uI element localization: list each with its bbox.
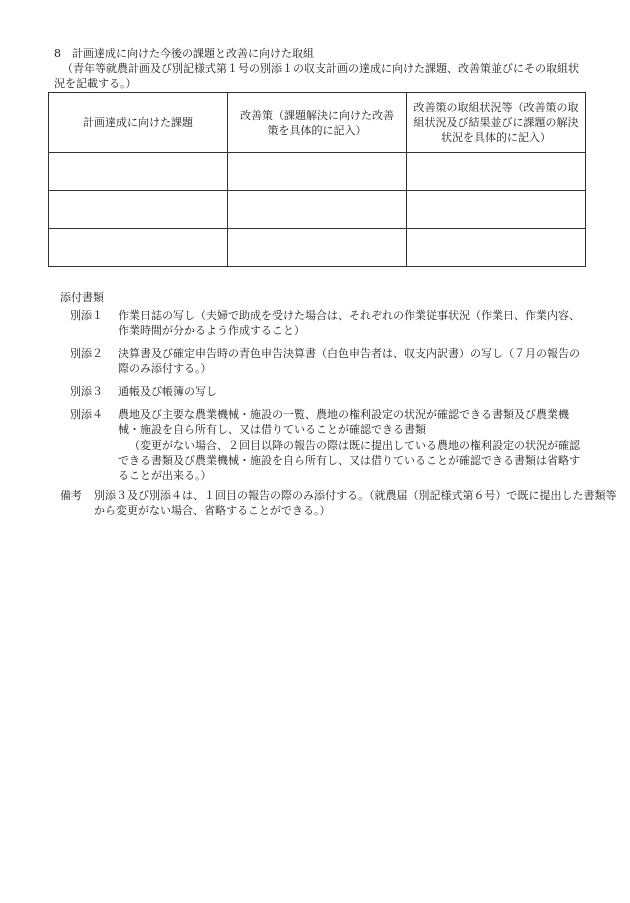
cell-progress[interactable] xyxy=(407,153,586,191)
header-progress-label: 改善策の取組状況等（改善策の取組状況及び結果並びに課題の解決状況を具体的に記入） xyxy=(413,101,579,144)
cell-improvement[interactable] xyxy=(228,229,407,267)
header-improvement xyxy=(228,93,407,153)
cell-issue[interactable] xyxy=(49,191,228,229)
attachment-text: 通帳及び帳簿の写し xyxy=(118,385,217,398)
section-title: 計画達成に向けた今後の課題と改善に向けた取組 xyxy=(72,47,314,60)
attachment-tag: 別添４ xyxy=(70,408,103,421)
list-item xyxy=(70,407,590,483)
cell-progress[interactable] xyxy=(407,191,586,229)
header-improvement-label: 改善策（課題解決に向けた改善策を具体的に記入） xyxy=(240,108,394,137)
list-item xyxy=(70,308,590,338)
attachment-text: 作業日誌の写し（夫婦で助成を受けた場合は、それぞれの作業従事状況（作業日、作業内容、作業時間が分かるよう作成すること） xyxy=(118,309,580,337)
header-issues-label: 計画達成に向けた課題 xyxy=(83,116,193,129)
remarks xyxy=(60,488,624,518)
remarks-text: 別添３及び別添４は、１回目の報告の際のみ添付する。（就農届（別記様式第６号）で既に提出した書類等から変更がない場合、省略することができる。） xyxy=(94,489,617,517)
list-item xyxy=(70,384,590,399)
attachment-tag: 別添１ xyxy=(70,309,103,322)
section-subtitle: （青年等就農計画及び別記様式第１号の別添１の収支計画の達成に向けた課題、改善策並びにその取組状況を記載する。） xyxy=(54,62,579,90)
table-row xyxy=(49,191,586,229)
list-item xyxy=(70,346,590,376)
attachment-text: 農地及び主要な農業機械・施設の一覧、農地の権利設定の状況が確認できる書類及び農業機械・施設を自ら所有し、又は借りていることが確認できる書類 xyxy=(118,408,569,436)
cell-progress[interactable] xyxy=(407,229,586,267)
issues-table xyxy=(48,92,586,267)
header-issues xyxy=(49,93,228,153)
table-row xyxy=(49,153,586,191)
attachment-tag: 別添３ xyxy=(70,385,103,398)
table-row xyxy=(49,229,586,267)
cell-improvement[interactable] xyxy=(228,153,407,191)
section-heading xyxy=(54,46,594,61)
cell-issue[interactable] xyxy=(49,229,228,267)
attachment-text: 決算書及び確定申告時の青色申告決算書（白色申告者は、収支内訳書）の写し（７月の報告の際のみ添付する。） xyxy=(118,347,580,375)
attachment-tag: 別添２ xyxy=(70,347,103,360)
attachments-heading: 添付書類 xyxy=(60,291,104,304)
table-header-row xyxy=(49,93,586,153)
remarks-tag: 備考 xyxy=(60,489,82,502)
attachments-list xyxy=(70,308,590,491)
cell-issue[interactable] xyxy=(49,153,228,191)
section-number: 8 xyxy=(54,47,61,60)
attachment-note: （変更がない場合、２回目以降の報告の際は既に提出している農地の権利設定の状況が確認できる書類及び農業機械・施設を自ら所有し、又は借りていることが確認できる書類は省略することが出来る。） xyxy=(118,439,580,482)
cell-improvement[interactable] xyxy=(228,191,407,229)
header-progress xyxy=(407,93,586,153)
